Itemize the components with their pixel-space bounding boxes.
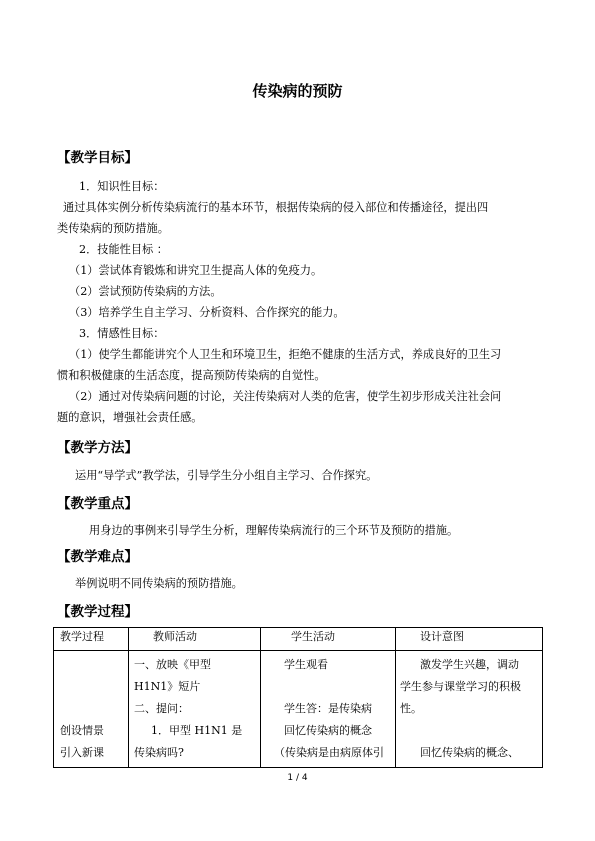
teacher-activity-cell: 一、放映《甲型 H1N1》短片 二、提问： 1．甲型 H1N1 是 传染病吗? xyxy=(129,651,261,768)
table-header-cell: 学生活动 xyxy=(261,628,396,651)
goals-line: 3．情感性目标： xyxy=(79,327,165,340)
goals-line: 惯和积极健康的生活态度，提高预防传染病的自觉性。 xyxy=(57,369,326,382)
stage-cell: 创设情景 引入新课 xyxy=(54,651,129,768)
page-title: 传染病的预防 xyxy=(252,82,343,100)
student-activity-cell: 学生观看 学生答：是传染病 回忆传染病的概念 （传染病是由病原体引 xyxy=(261,651,396,768)
heading-goals: 【教学目标】 xyxy=(57,150,138,166)
goals-line: （1）使学生都能讲究个人卫生和环境卫生，拒绝不健康的生活方式，养成良好的卫生习 xyxy=(69,348,502,361)
heading-method: 【教学方法】 xyxy=(57,440,138,456)
goals-line: 类传染病的预防措施。 xyxy=(57,222,169,235)
table-header-cell: 设计意图 xyxy=(396,628,543,651)
difficulty-text: 举例说明不同传染病的预防措施。 xyxy=(75,577,243,590)
goals-line: （1）尝试体育锻炼和讲究卫生提高人体的免疫力。 xyxy=(69,264,323,277)
goals-line: （2）通过对传染病问题的讨论，关注传染病对人类的危害，使学生初步形成关注社会问 xyxy=(69,390,502,403)
heading-process: 【教学过程】 xyxy=(57,604,138,620)
process-table xyxy=(53,627,543,768)
heading-difficulty: 【教学难点】 xyxy=(57,549,138,565)
table-header-cell: 教学过程 xyxy=(54,628,129,651)
table-header-row xyxy=(54,628,543,651)
heading-key: 【教学重点】 xyxy=(57,496,138,512)
goals-line: （3）培养学生自主学习、分析资料、合作探究的能力。 xyxy=(69,306,345,319)
key-text: 用身边的事例来引导学生分析，理解传染病流行的三个环节及预防的措施。 xyxy=(89,524,459,537)
goals-line: 通过具体实例分析传染病流行的基本环节，根据传染病的侵入部位和传播途径，提出四 xyxy=(63,201,489,214)
page-number: 1 / 4 xyxy=(287,773,308,783)
goals-line: 1．知识性目标： xyxy=(79,180,165,193)
design-intent-cell: 激发学生兴趣，调动 学生参与课堂学习的积极 性。 回忆传染病的概念、 xyxy=(396,651,543,768)
goals-line: 题的意识，增强社会责任感。 xyxy=(57,411,203,424)
table-row xyxy=(54,651,543,768)
method-text: 运用“导学式”教学法，引导学生分小组自主学习、合作探究。 xyxy=(75,469,378,482)
goals-line: （2）尝试预防传染病的方法。 xyxy=(69,285,222,298)
goals-line: 2．技能性目标 ： xyxy=(79,243,168,256)
table-header-cell: 教师活动 xyxy=(129,628,261,651)
